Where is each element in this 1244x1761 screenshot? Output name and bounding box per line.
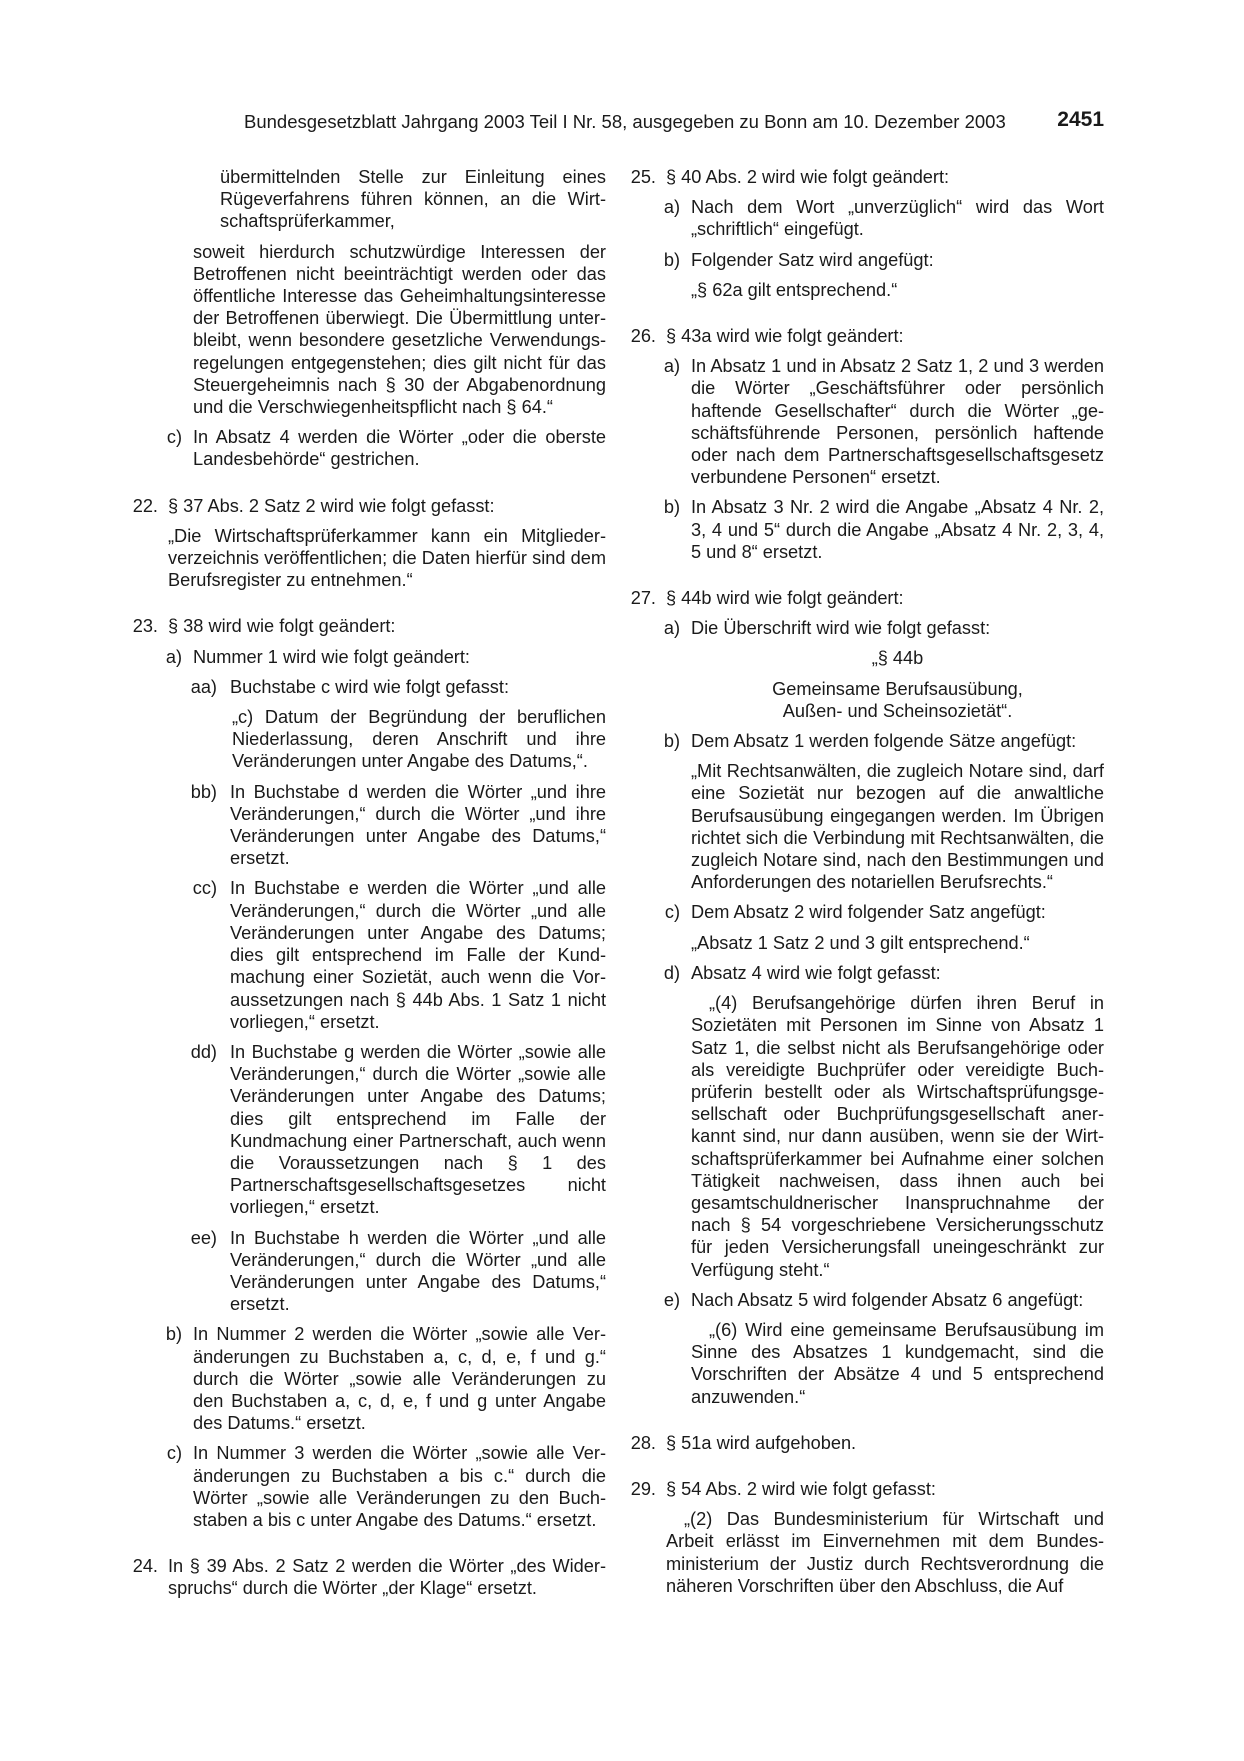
heading-section: „§ 44b	[871, 648, 924, 669]
item-text: § 44b wird wie folgt geändert:	[666, 588, 904, 609]
item-label: a)	[663, 356, 680, 377]
continued-paragraph: soweit hierdurch schutzwürdige Interessen der Betroffenen nicht beeinträchtigt werden oder das öffentliche Interesse das Geheimhaltungsinteresse der Betroffenen überwiegt. Die Übermittlung unterbleibt, wenn besondere gesetzliche Verwendungsregelungen entgegenstehen; dies gilt nicht für das Steuergeheimnis nach § 30 der Abgabenordnung und die Verschwiegenheitspflicht nach § 64.“	[193, 241, 606, 418]
list-item-c	[130, 426, 606, 470]
list-item-25a	[663, 196, 1104, 240]
item-label: b)	[663, 497, 680, 518]
item-label: c)	[166, 1443, 182, 1464]
item-text: § 38 wird wie folgt geändert:	[168, 616, 396, 637]
quoted-text: „Absatz 1 Satz 2 und 3 gilt entsprechend.“	[691, 932, 1030, 953]
right-column	[628, 166, 1104, 1597]
item-text: § 43a wird wie folgt geändert:	[666, 326, 904, 347]
list-item-dd	[190, 1041, 606, 1219]
item-number: 23.	[132, 616, 158, 637]
item-text: In Absatz 4 werden die Wörter „oder die oberste Landesbehörde“ gestrichen.	[193, 427, 606, 470]
item-label: dd)	[190, 1041, 217, 1062]
item-label: c)	[664, 902, 680, 923]
item-label: cc)	[192, 878, 217, 899]
item-number: 29.	[630, 1478, 656, 1499]
list-item-23a	[165, 646, 606, 1316]
item-label: d)	[663, 962, 680, 983]
item-label: b)	[165, 1324, 182, 1345]
quoted-text: „c) Datum der Begründung der beruflichen Niederlassung, deren Anschrift und ihre Veränderungen unter Angabe des Datums,“.	[232, 707, 606, 772]
item-number: 22.	[132, 495, 158, 516]
quoted-text: „(4) Berufsangehörige dürfen ihren Beruf in Sozietäten mit Personen im Sinne von Absatz 1 Satz 1, die selbst nicht als Berufsangehörige oder als vereidigte Buchprüfer oder vereidigte Buchprüferin bestellt oder als Wirtschaftsprüfungsgesellschaft oder Buchprüfungsgesellschaft anerkannt sind, nur dann ausüben, wenn sie der Wirtschaftsprüferkammer bei Aufnahme einer solchen Tätigkeit nachweisen, dass ihnen auch bei gesamtschuldnerischer Inanspruchnahme der nach § 54 vorgeschriebene Versicherungsschutz für jeden Versicherungsfall uneingeschränkt zur Verfügung steht.“	[691, 993, 1104, 1280]
list-item-26a	[663, 355, 1104, 488]
item-number: 27.	[630, 588, 656, 609]
item-text: In Absatz 1 und in Absatz 2 Satz 1, 2 und 3 werden die Wörter „Geschäftsführer oder persönlich haftende Gesellschafter“ durch die Wörter „geschäftsführende Personen, persönlich haftende oder nach dem Partnerschaftsgesellschaftsgesetz verbundene Personen“ ersetzt.	[691, 356, 1104, 488]
item-number: 28.	[630, 1432, 656, 1453]
list-item-bb	[190, 781, 606, 870]
item-label: aa)	[190, 676, 217, 697]
list-item-cc	[193, 877, 606, 1032]
item-text: Absatz 4 wird wie folgt gefasst:	[691, 962, 941, 983]
list-item-27	[628, 587, 1104, 1408]
item-text: § 37 Abs. 2 Satz 2 wird wie folgt gefasst:	[168, 495, 495, 516]
item-text: Die Überschrift wird wie folgt gefasst:	[691, 618, 991, 639]
heading-title: Außen- und Scheinsozietät“.	[782, 700, 1013, 721]
item-label: a)	[165, 646, 182, 667]
item-label: a)	[663, 197, 680, 218]
item-text: § 51a wird aufgehoben.	[666, 1432, 857, 1453]
item-text: Dem Absatz 1 werden folgende Sätze angefügt:	[691, 731, 1077, 752]
item-number: 25.	[630, 167, 656, 187]
quoted-text: „§ 62a gilt entsprechend.“	[691, 279, 898, 300]
list-item-28	[628, 1432, 1104, 1454]
quoted-text: „(6) Wird eine gemeinsame Berufsausübung im Sinne des Absatzes 1 kundgemacht, sind die Vorschriften der Absätze 4 und 5 entsprechend anzuwenden.“	[691, 1319, 1104, 1407]
item-text: Buchstabe c wird wie folgt gefasst:	[230, 676, 510, 697]
list-item-27a	[663, 617, 1104, 722]
item-text: In Nummer 3 werden die Wörter „sowie alle Veränderungen zu Buchstaben a bis c.“ durch die Wörter „sowie alle Veränderungen zu den Buchstaben a bis c unter Angabe des Datums.“ ersetzt.	[193, 1443, 606, 1530]
item-text: In Buchstabe h werden die Wörter „und alle Veränderungen,“ durch die Wörter „und alle Veränderungen unter Angabe des Datums,“ ersetzt.	[230, 1227, 606, 1315]
item-text: In § 39 Abs. 2 Satz 2 werden die Wörter „des Widerspruchs“ durch die Wörter „der Klage“ ersetzt.	[168, 1556, 606, 1599]
item-text: In Absatz 3 Nr. 2 wird die Angabe „Absatz 4 Nr. 2, 3, 4 und 5“ durch die Angabe „Absatz 4 Nr. 2, 3, 4, 5 und 8“ ersetzt.	[691, 497, 1104, 562]
item-text: § 54 Abs. 2 wird wie folgt gefasst:	[666, 1478, 936, 1499]
quoted-text: „(2) Das Bundesministerium für Wirtschaft und Arbeit erlässt im Einvernehmen mit dem Bundesministerium der Justiz durch Rechtsverordnung die näheren Vorschriften über den Abschluss, die Auf	[666, 1509, 1104, 1596]
item-text: § 40 Abs. 2 wird wie folgt geändert:	[666, 167, 950, 187]
left-column	[130, 166, 606, 1600]
list-item-25	[628, 166, 1104, 301]
heading-title: Gemeinsame Berufsausübung,	[772, 678, 1023, 699]
list-item-27b	[663, 730, 1104, 893]
page-number: 2451	[1057, 108, 1104, 131]
list-item-23c	[168, 1442, 606, 1531]
item-text: Nach Absatz 5 wird folgender Absatz 6 angefügt:	[691, 1289, 1084, 1310]
item-number: 24.	[132, 1556, 158, 1577]
list-item-27c	[666, 901, 1104, 953]
list-item-25b	[663, 249, 1104, 301]
item-text: In Buchstabe g werden die Wörter „sowie alle Veränderungen,“ durch die Wörter „sowie alle Veränderungen unter Angabe des Datums; dies gilt entsprechend im Falle der Kundmachung einer Partnerschaft, auch wenn die Voraussetzungen nach § 1 des Partnerschaftsgesellschaftsgesetzes nicht vorliegen,“ ersetzt.	[230, 1041, 606, 1218]
list-item-27d	[663, 962, 1104, 1281]
list-item-27e	[663, 1289, 1104, 1408]
list-item-22	[130, 495, 606, 592]
list-item-aa	[190, 676, 606, 773]
list-item-26b	[663, 496, 1104, 563]
item-label: b)	[663, 731, 680, 752]
item-text: In Nummer 2 werden die Wörter „sowie alle Veränderungen zu Buchstaben a, c, d, e, f und g.“ durch die Wörter „sowie alle Veränderungen zu den Buchstaben a, c, d, e, f und g unter Angabe des Datums.“ ersetzt.	[193, 1324, 606, 1434]
item-text: In Buchstabe e werden die Wörter „und alle Veränderungen,“ durch die Wörter „und alle Veränderungen unter Angabe des Datums; dies gilt entsprechend im Falle der Kundmachung einer Sozietät, auch wenn die Voraussetzungen nach § 44b Abs. 1 Satz 1 nicht vorliegen,“ ersetzt.	[230, 878, 606, 1032]
quoted-text: „Die Wirtschaftsprüferkammer kann ein Mitgliederverzeichnis veröffentlichen; die Daten hierfür sind dem Berufsregister zu entnehmen.“	[168, 525, 606, 591]
list-item-24	[130, 1555, 606, 1599]
item-number: 26.	[630, 326, 656, 347]
item-text: Nummer 1 wird wie folgt geändert:	[193, 646, 470, 667]
continued-paragraph: übermittelnden Stelle zur Einleitung eines Rügeverfahrens führen können, an die Wirtschaftsprüferkammer,	[220, 167, 606, 232]
list-item-ee	[190, 1227, 606, 1316]
item-label: b)	[663, 249, 680, 270]
item-text: In Buchstabe d werden die Wörter „und ihre Veränderungen,“ durch die Wörter „und ihre Veränderungen unter Angabe des Datums,“ ersetzt.	[230, 781, 606, 869]
list-item-23	[130, 615, 606, 1531]
item-label: a)	[663, 618, 680, 639]
item-label: e)	[663, 1289, 680, 1310]
list-item-23b	[165, 1323, 606, 1434]
item-text: Folgender Satz wird angefügt:	[691, 249, 934, 270]
list-item-29	[628, 1478, 1104, 1597]
item-text: Nach dem Wort „unverzüglich“ wird das Wort „schriftlich“ eingefügt.	[691, 197, 1104, 240]
item-text: Dem Absatz 2 wird folgender Satz angefügt:	[691, 902, 1046, 923]
item-label: c)	[166, 427, 182, 448]
quoted-text: „Mit Rechtsanwälten, die zugleich Notare sind, darf eine Sozietät nur bezogen auf die anwaltliche Berufsausübung eingegangen werden. Im Übrigen richtet sich die Verbindung mit Rechtsanwälten, die zugleich Notare sind, nach den Bestimmungen und Anforderungen des notariellen Berufsrechts.“	[691, 761, 1104, 893]
gazette-title: Bundesgesetzblatt Jahrgang 2003 Teil I Nr. 58, ausgegeben zu Bonn am 10. Dezember 2003	[244, 111, 1006, 132]
item-label: bb)	[190, 781, 217, 802]
item-label: ee)	[190, 1227, 217, 1248]
list-item-26	[628, 325, 1104, 563]
